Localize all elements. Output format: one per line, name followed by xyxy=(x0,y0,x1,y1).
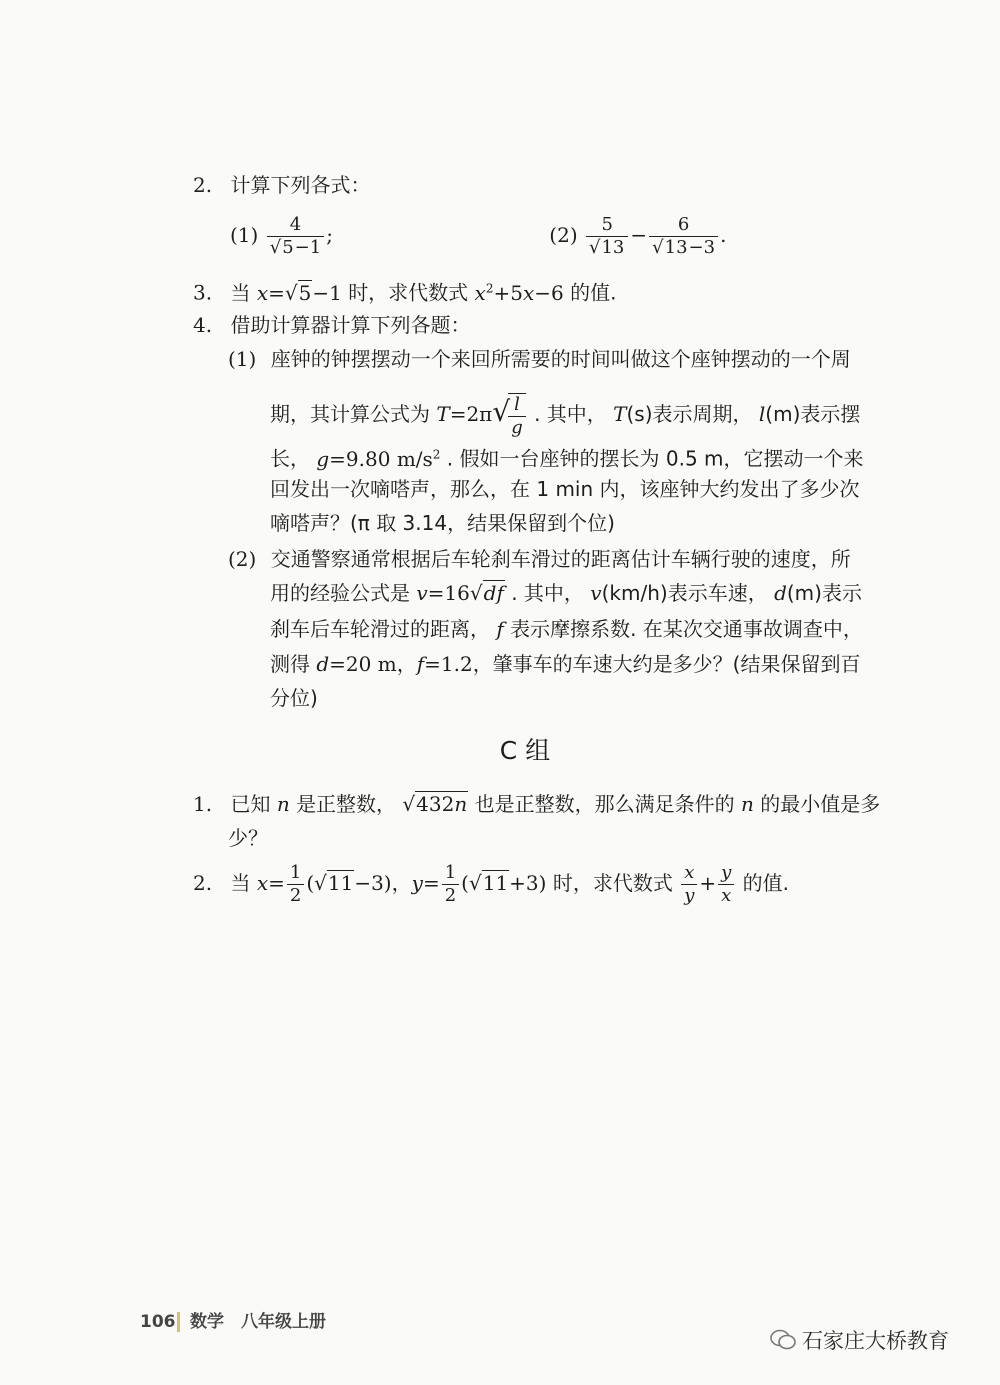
page-number: 106 xyxy=(140,1312,176,1332)
text: 座钟的钟摆摆动一个来回所需要的时间叫做这个座钟摆动的一个周 xyxy=(270,347,851,371)
formula-period: T=2π√ $\frac{l}{g}$ xyxy=(436,402,527,426)
question-number: 1. xyxy=(193,792,213,816)
text: (m)表示 xyxy=(786,581,862,605)
math-expression: $\frac{x}{y}$ + $\frac{y}{x}$ xyxy=(679,871,736,895)
question-number: 2. xyxy=(193,871,213,895)
question-stem: 借助计算器计算下列各题： xyxy=(230,313,471,337)
text: 期，其计算公式为 xyxy=(270,402,430,426)
text: 已知 xyxy=(230,792,271,816)
formula-speed: v=16√df xyxy=(416,581,504,605)
question-stem: 计算下列各式： xyxy=(230,173,371,197)
section-heading: C 组 xyxy=(499,736,551,765)
text: 当 xyxy=(230,280,251,305)
math-expression: x= $\frac{1}{2}$ (√11−3) xyxy=(256,862,392,906)
text: 的最小值是多 xyxy=(760,792,881,816)
text: 测得 xyxy=(270,652,310,676)
text: 是正整数， xyxy=(296,792,397,816)
part-2-line-3: 刹车后车轮滑过的距离， f 表示摩擦系数. 在某次交通事故调查中， xyxy=(270,617,863,641)
watermark xyxy=(770,1320,949,1360)
text: 的值. xyxy=(742,871,790,895)
watermark-text: 石家庄大桥教育 xyxy=(802,1329,949,1353)
text: (s)表示周期， xyxy=(626,402,753,426)
part-1-line-2: 期，其计算公式为 T=2π√ $\frac{l}{g}$ . 其中， T(s)表示周期， l(m)表示摆 xyxy=(270,393,861,438)
math-expression: f=1.2 xyxy=(416,652,473,676)
question-b2-stem xyxy=(193,170,370,200)
question-c1-line-2: 少？ xyxy=(228,826,268,850)
text: 时，求代数式 xyxy=(348,280,469,305)
book-title: 数学 八年级上册 xyxy=(190,1312,326,1332)
text: 刹车后车轮滑过的距离， xyxy=(270,617,490,641)
question-b2-parts: (1) $\frac{4}{√5-1}$ ; (2) $\frac{5}{√13}$ − $\frac{6}{√13-3}$ . xyxy=(230,214,727,258)
part-2-line-5: 分位) xyxy=(270,686,318,710)
text: (km/h)表示车速， xyxy=(601,581,768,605)
chat-bubble-icon xyxy=(770,1329,796,1351)
text: 也是正整数，那么满足条件的 xyxy=(474,792,735,816)
question-b3 xyxy=(193,273,616,308)
text: . 假如一台座钟的摆长为 0.5 m，它摆动一个来 xyxy=(446,446,864,471)
math-expression: d=20 m xyxy=(316,652,397,676)
text: 交通警察通常根据后车轮刹车滑过的距离估计车辆行驶的速度，所 xyxy=(270,547,851,571)
text: 当 xyxy=(230,871,251,895)
fraction-expression: $\frac{4}{√5-1}$ xyxy=(267,214,324,259)
text: 的值. xyxy=(570,280,617,305)
text: 用的经验公式是 xyxy=(270,581,410,605)
part-1-line-5: 嘀嗒声？(π 取 3.14，结果保留到个位) xyxy=(270,511,615,535)
question-b4-stem xyxy=(193,310,470,340)
part-label: (2) xyxy=(228,547,257,571)
text: ， xyxy=(391,871,412,895)
text: 时，求代数式 xyxy=(552,871,673,895)
text: . 其中， xyxy=(534,402,607,426)
part-label: (1) xyxy=(230,223,259,247)
question-c1-line-1: 1. 已知 n 是正整数， √432n 也是正整数，那么满足条件的 n 的最小值是多 xyxy=(193,792,881,816)
text: 长， xyxy=(270,446,310,471)
part-label: (1) xyxy=(228,347,257,371)
math-expression: $x^2+5x-6$ xyxy=(474,280,564,305)
text: ， xyxy=(396,652,417,676)
text: (m)表示摆 xyxy=(765,402,861,426)
question-number: 4. xyxy=(193,313,213,337)
text: ，肇事车的车速大约是多少？(结果保留到百 xyxy=(472,652,861,676)
math-expression: √432n xyxy=(402,792,468,816)
part-2-line-4 xyxy=(270,649,861,679)
question-c2 xyxy=(193,858,789,908)
part-1-line-1 xyxy=(228,344,851,374)
part-label: (2) xyxy=(549,223,578,247)
question-number: 2. xyxy=(193,173,213,197)
text: . 其中， xyxy=(511,581,584,605)
part-1-line-4: 回发出一次嘀嗒声，那么，在 1 min 内，该座钟大约发出了多少次 xyxy=(270,477,860,501)
footer-divider xyxy=(177,1312,180,1332)
fraction-expression: $\frac{5}{√13}$ xyxy=(586,214,628,259)
math-expression: g=9.80 $m/s^2$ xyxy=(316,446,441,471)
math-expression: y= $\frac{1}{2}$ (√11+3) xyxy=(411,862,547,906)
part-2-line-2: 用的经验公式是 v=16√df . 其中， v(km/h)表示车速， d(m)表示 xyxy=(270,581,862,605)
part-1-line-3 xyxy=(270,439,864,474)
math-expression: x=√5−1 xyxy=(256,280,342,305)
fraction-expression: $\frac{6}{√13-3}$ xyxy=(649,214,718,259)
text: 表示摩擦系数. 在某次交通事故调查中， xyxy=(510,617,863,641)
part-2-line-1 xyxy=(228,544,851,574)
question-number: 3. xyxy=(193,280,213,305)
